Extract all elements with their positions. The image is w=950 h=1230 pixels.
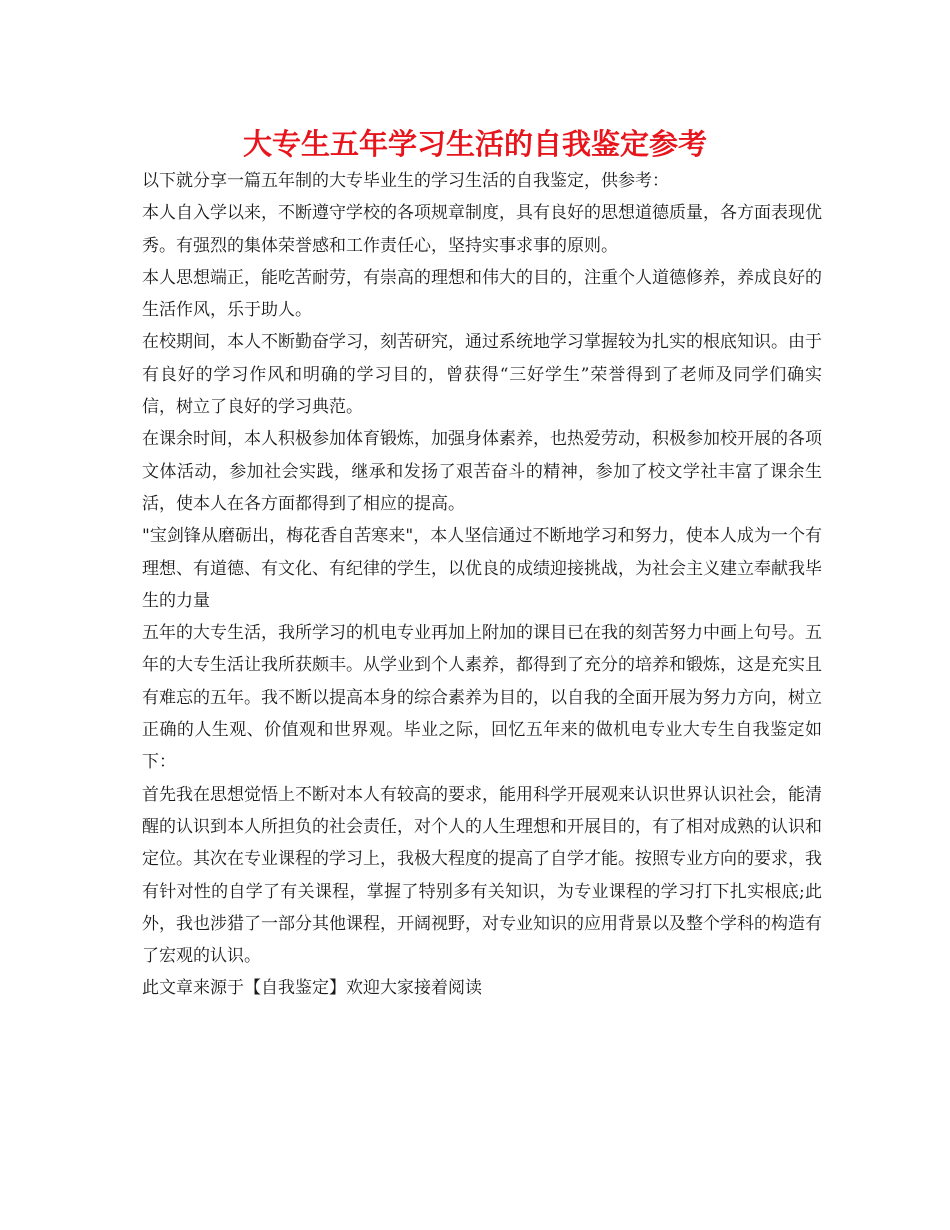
paragraph-source-note: 此文章来源于【自我鉴定】欢迎大家接着阅读	[142, 978, 482, 999]
paragraph-self-improvement: 首先我在思想觉悟上不断对本人有较高的要求，能用科学开展观来认识世界认识社会，能清醒的认识到本人所担负的社会责任，对个人的人生理想和开展目的，有了相对成熟的认识和定位。其次在专业课程的学习上，我极大程度的提高了自学才能。按照专业方向的要求，我有针对性的自学了有关课程，掌握了特别多有关知识，为专业课程的学习打下扎实根底;此外，我也涉猎了一部分其他课程，开阔视野，对专业知识的应用背景以及整个学科的构造有了宏观的认识。	[142, 784, 822, 967]
paragraph-five-years: 五年的大专生活，我所学习的机电专业再加上附加的课目已在我的刻苦努力中画上句号。五年的大专生活让我所获颇丰。从学业到个人素养，都得到了充分的培养和锻炼，这是充实且有难忘的五年。我不断以提高本身的综合素养为目的，以自我的全面开展为努力方向，树立正确的人生观、价值观和世界观。毕业之际，回忆五年来的做机电专业大专生自我鉴定如下：	[142, 623, 822, 773]
paragraph-character: 本人思想端正，能吃苦耐劳，有崇高的理想和伟大的目的，注重个人道德修养，养成良好的生活作风，乐于助人。	[142, 267, 822, 321]
paragraph-motto: "宝剑锋从磨砺出，梅花香自苦寒来"，本人坚信通过不断地学习和努力，使本人成为一个有理想、有道德、有文化、有纪律的学生，以优良的成绩迎接挑战，为社会主义建立奉献我毕生的力量	[142, 526, 822, 611]
paragraph-discipline: 本人自入学以来，不断遵守学校的各项规章制度，具有良好的思想道德质量，各方面表现优秀。有强烈的集体荣誉感和工作责任心，坚持实事求事的原则。	[142, 203, 822, 256]
paragraph-activities: 在课余时间，本人积极参加体育锻炼，加强身体素养，也热爱劳动，积极参加校开展的各项文体活动，参加社会实践，继承和发扬了艰苦奋斗的精神，参加了校文学社丰富了课余生活，使本人在各方面都得到了相应的提高。	[142, 429, 822, 514]
paragraph-study: 在校期间，本人不断勤奋学习，刻苦研究，通过系统地学习掌握较为扎实的根底知识。由于有良好的学习作风和明确的学习目的，曾获得“三好学生”荣誉得到了老师及同学们确实信，树立了良好的学习典范。	[142, 332, 822, 418]
paragraph-intro: 以下就分享一篇五年制的大专毕业生的学习生活的自我鉴定，供参考：	[142, 171, 669, 191]
document-body	[142, 165, 822, 1005]
document-title: 大专生五年学习生活的自我鉴定参考	[242, 127, 707, 161]
